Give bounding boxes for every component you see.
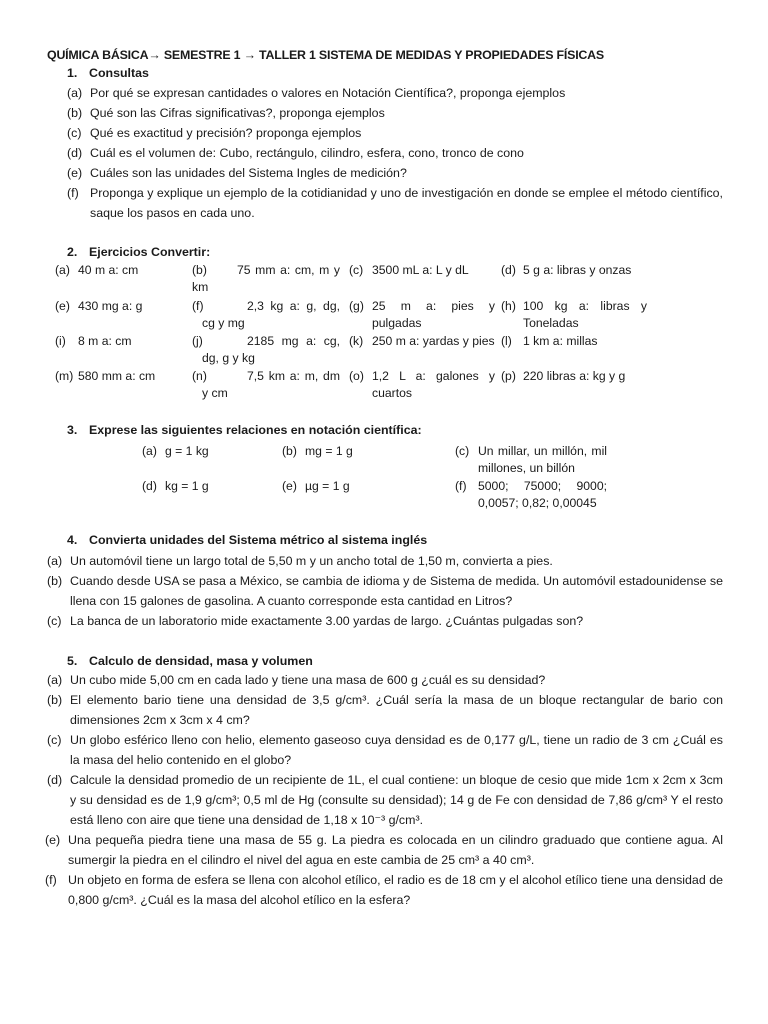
item-text: La banca de un laboratorio mide exactamente 3.00 yardas de largo. ¿Cuántas pulgadas son?	[70, 614, 584, 628]
question-1a	[67, 83, 723, 103]
item-label: (c)	[349, 263, 364, 277]
item-label: (j)	[192, 334, 203, 348]
item-text: 5000; 75000; 9000; 0,0057; 0,82; 0,00045	[478, 479, 607, 510]
section-title: Convierta unidades del Sistema métrico al sistema inglés	[89, 533, 428, 547]
section-number: 1.	[67, 66, 78, 80]
item-text: Un automóvil tiene un largo total de 5,50 m y un ancho total de 1,50 m, convierta a pies.	[70, 554, 553, 568]
question-1f	[67, 183, 723, 223]
item-text: 220 libras a: kg y g	[523, 369, 626, 383]
question-5d	[47, 770, 723, 830]
item-text: Un objeto en forma de esfera se llena con alcohol etílico, el radio es de 18 cm y el alcohol etílico tiene una densidad de 0,800 g/cm³. ¿Cuál es la masa del alcohol etílico en la esfera?	[68, 873, 723, 907]
exercise-2f	[192, 298, 340, 332]
item-label: (c)	[47, 614, 62, 628]
page-title	[47, 45, 604, 65]
section-1-heading	[67, 63, 149, 83]
exercise-2j	[192, 333, 340, 367]
item-label: (h)	[501, 299, 516, 313]
item-text: g = 1 kg	[165, 444, 209, 458]
exercise-2d	[501, 262, 651, 279]
item-text: Cuál es el volumen de: Cubo, rectángulo, cilindro, esfera, cono, tronco de cono	[90, 146, 524, 160]
question-5b	[47, 690, 723, 730]
item-text: 430 mg a: g	[78, 299, 143, 313]
item-label: (m)	[55, 369, 74, 383]
item-label: (c)	[455, 444, 470, 458]
item-label: (f)	[45, 873, 57, 887]
item-label: (a)	[47, 554, 63, 568]
item-label: (b)	[67, 106, 83, 120]
exercise-2g	[349, 298, 495, 332]
item-label: (e)	[67, 166, 83, 180]
arrow-icon: →	[243, 48, 256, 62]
item-text: 5 g a: libras y onzas	[523, 263, 632, 277]
section-3-heading	[67, 420, 422, 440]
item-text: Por qué se expresan cantidades o valores en Notación Científica?, proponga ejemplos	[90, 86, 566, 100]
exercise-2k	[349, 333, 495, 350]
exercise-2a	[55, 262, 185, 279]
question-1c	[67, 123, 723, 143]
exercise-2l	[501, 333, 651, 350]
exercise-2i	[55, 333, 185, 350]
item-text: 3500 mL a: L y dL	[372, 263, 469, 277]
question-5c	[47, 730, 723, 770]
item-label: (a)	[142, 444, 157, 458]
item-label: (n)	[192, 369, 207, 383]
exercise-3f	[455, 478, 607, 512]
question-5f	[45, 870, 723, 910]
item-text: Cuáles son las unidades del Sistema Ingles de medición?	[90, 166, 407, 180]
item-text: Qué son las Cifras significativas?, proponga ejemplos	[90, 106, 385, 120]
item-text: 25 m a: pies y pulgadas	[372, 299, 495, 330]
exercise-3e	[282, 478, 432, 495]
section-number: 4.	[67, 533, 78, 547]
item-text: Calcule la densidad promedio de un recipiente de 1L, el cual contiene: un bloque de cesio que mide 1cm x 2cm x 3cm y su densidad es de 1,9 g/cm³; 0,5 ml de Hg (consulte su densidad); 14 g de Fe con densidad de 7,86 g/cm³ Y el resto está lleno con aire que tiene una densidad de 1,18 x 10⁻³ g/cm³.	[70, 773, 723, 827]
title-course: QUÍMICA BÁSICA	[47, 48, 149, 62]
item-text: 1 km a: millas	[523, 334, 598, 348]
item-text: 8 m a: cm	[78, 334, 132, 348]
section-title: Ejercicios Convertir:	[89, 245, 211, 259]
exercise-2p	[501, 368, 651, 385]
section-4-heading	[67, 530, 427, 550]
item-text: Una pequeña piedra tiene una masa de 55 g. La piedra es colocada en un cilindro graduado que contiene agua. Al sumergir la piedra en el cilindro el nivel del agua en este cambia de 25 cm³ a 40 cm³.	[68, 833, 723, 867]
item-text: 250 m a: yardas y pies	[372, 334, 495, 348]
exercise-3b	[282, 443, 432, 460]
item-label: (e)	[45, 833, 61, 847]
item-text: µg = 1 g	[305, 479, 350, 493]
item-label: (f)	[192, 299, 204, 313]
item-label: (l)	[501, 334, 512, 348]
arrow-icon: →	[148, 48, 161, 62]
item-text: 40 m a: cm	[78, 263, 139, 277]
item-text: 2,3 kg a: g, dg, cg y mg	[202, 299, 340, 330]
item-label: (f)	[455, 479, 467, 493]
item-label: (e)	[55, 299, 70, 313]
item-label: (a)	[47, 673, 63, 687]
item-label: (i)	[55, 334, 66, 348]
exercise-2n	[192, 368, 340, 402]
item-label: (d)	[142, 479, 157, 493]
exercise-2e	[55, 298, 185, 315]
item-text: kg = 1 g	[165, 479, 209, 493]
title-semester: SEMESTRE 1	[160, 48, 244, 62]
section-number: 5.	[67, 654, 78, 668]
item-text: Proponga y explique un ejemplo de la cotidianidad y uno de investigación en donde se emplee el método científico, saque los pasos en cada uno.	[90, 186, 723, 220]
item-label: (a)	[67, 86, 83, 100]
item-label: (b)	[282, 444, 297, 458]
question-4c	[47, 611, 723, 631]
question-1b	[67, 103, 723, 123]
section-number: 2.	[67, 245, 78, 259]
section-title: Calculo de densidad, masa y volumen	[89, 654, 313, 668]
question-1d	[67, 143, 723, 163]
item-text: 1,2 L a: galones y cuartos	[372, 369, 495, 400]
item-text: mg = 1 g	[305, 444, 353, 458]
exercise-2m	[55, 368, 185, 385]
item-label: (o)	[349, 369, 364, 383]
exercise-2h	[501, 298, 647, 332]
item-label: (e)	[282, 479, 297, 493]
item-text: 2185 mg a: cg, dg, g y kg	[202, 334, 340, 365]
item-label: (f)	[67, 186, 79, 200]
item-label: (b)	[47, 693, 63, 707]
exercise-3c	[455, 443, 607, 477]
item-text: 75 mm a: cm, m y km	[192, 263, 340, 294]
question-4a	[47, 551, 723, 571]
item-label: (d)	[47, 773, 63, 787]
section-5-heading	[67, 651, 313, 671]
item-text: El elemento bario tiene una densidad de 3,5 g/cm³. ¿Cuál sería la masa de un bloque rectangular de bario con dimensiones 2cm x 3cm x 4 cm?	[70, 693, 723, 727]
question-5a	[47, 670, 723, 690]
item-text: Un globo esférico lleno con helio, elemento gaseoso cuya densidad es de 0,177 g/L, tiene un radio de 3 cm ¿Cuál es la masa del helio contenido en el globo?	[70, 733, 723, 767]
exercise-2o	[349, 368, 495, 402]
item-text: 580 mm a: cm	[78, 369, 156, 383]
section-title: Exprese las siguientes relaciones en notación científica:	[89, 423, 422, 437]
question-4b	[47, 571, 723, 611]
exercise-3d	[142, 478, 272, 495]
item-label: (a)	[55, 263, 70, 277]
item-text: Cuando desde USA se pasa a México, se cambia de idioma y de Sistema de medida. Un automóvil estadounidense se llena con 15 galones de gasolina. A cuanto corresponde esta cantidad en Litros?	[70, 574, 723, 608]
item-label: (p)	[501, 369, 516, 383]
item-label: (c)	[67, 126, 82, 140]
item-label: (g)	[349, 299, 364, 313]
exercise-2c	[349, 262, 497, 279]
item-text: Un cubo mide 5,00 cm en cada lado y tiene una masa de 600 g ¿cuál es su densidad?	[70, 673, 546, 687]
exercise-2b	[192, 262, 340, 296]
item-text: Qué es exactitud y precisión? proponga ejemplos	[90, 126, 362, 140]
item-label: (d)	[67, 146, 83, 160]
item-label: (b)	[192, 263, 207, 277]
item-label: (b)	[47, 574, 63, 588]
question-5e	[45, 830, 723, 870]
item-label: (k)	[349, 334, 364, 348]
section-number: 3.	[67, 423, 78, 437]
item-text: 7,5 km a: m, dm y cm	[202, 369, 340, 400]
question-1e	[67, 163, 723, 183]
item-text: Un millar, un millón, mil millones, un billón	[478, 444, 607, 475]
section-2-heading	[67, 242, 210, 262]
section-title: Consultas	[89, 66, 149, 80]
item-label: (d)	[501, 263, 516, 277]
item-label: (c)	[47, 733, 62, 747]
item-text: 100 kg a: libras y Toneladas	[523, 299, 647, 330]
exercise-3a	[142, 443, 272, 460]
title-workshop: TALLER 1 SISTEMA DE MEDIDAS Y PROPIEDADES FÍSICAS	[255, 48, 604, 62]
